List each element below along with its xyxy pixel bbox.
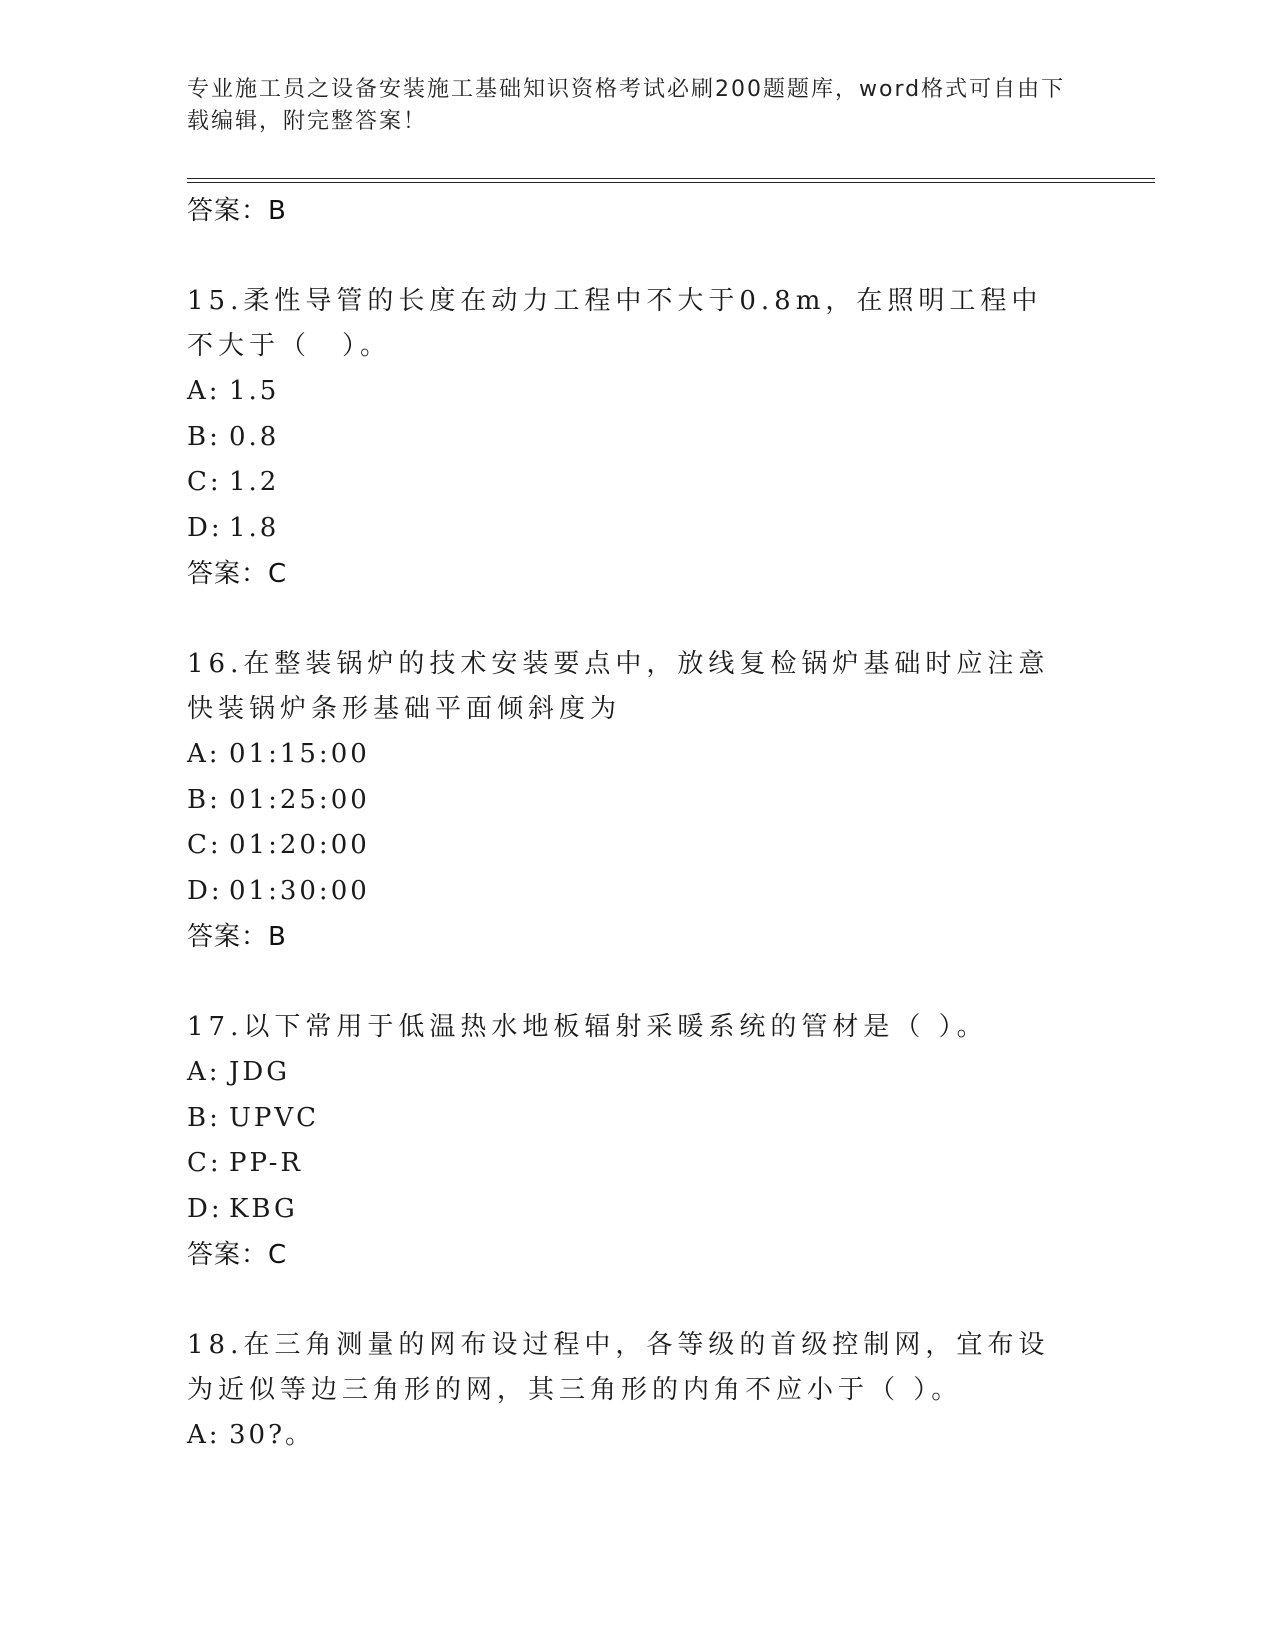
option-c	[187, 460, 1087, 506]
option-a	[187, 1413, 1087, 1459]
option-a	[187, 732, 1087, 778]
option-letter: A:	[187, 1420, 221, 1450]
question-block	[187, 1005, 1087, 1278]
option-value: 1.2	[229, 467, 280, 497]
option-value: 01:30:00	[229, 875, 370, 906]
question-answer: 答案：C	[187, 559, 288, 589]
option-value: 01:25:00	[229, 784, 370, 815]
question-text: 16.在整装锅炉的技术安装要点中，放线复检锅炉基础时应注意快装锅炉条形基础平面倾斜度为	[187, 649, 1050, 724]
option-a	[187, 1050, 1087, 1096]
option-value: 1.8	[229, 512, 280, 543]
option-a	[187, 369, 1087, 415]
option-d	[187, 506, 1087, 552]
option-c	[187, 823, 1087, 869]
option-d	[187, 869, 1087, 915]
question-answer: 答案：C	[187, 1240, 288, 1270]
question-text: 18.在三角测量的网布设过程中，各等级的首级控制网，宜布设为近似等边三角形的网，其三角形的内角不应小于（ ）。	[187, 1330, 1050, 1405]
option-letter: A:	[187, 739, 221, 769]
option-letter: B:	[187, 1102, 221, 1133]
document-body	[187, 188, 1087, 1459]
option-letter: C:	[187, 467, 222, 497]
option-value: 1.5	[229, 376, 280, 406]
option-c	[187, 1141, 1087, 1187]
question-answer: 答案：B	[187, 922, 287, 952]
question-block	[187, 1323, 1087, 1459]
option-letter: D:	[187, 512, 223, 543]
option-value: 0.8	[229, 421, 280, 452]
option-value: 01:15:00	[229, 739, 370, 769]
spacer	[187, 960, 1087, 1005]
option-value: PP-R	[229, 1148, 303, 1178]
option-letter: D:	[187, 875, 223, 906]
option-letter: C:	[187, 1148, 222, 1178]
option-letter: A:	[187, 376, 221, 406]
question-block	[187, 279, 1087, 597]
option-value: 30?。	[229, 1420, 315, 1450]
option-value: JDG	[229, 1057, 291, 1087]
option-value: KBG	[229, 1193, 298, 1224]
option-letter: A:	[187, 1057, 221, 1087]
spacer	[187, 597, 1087, 642]
spacer	[187, 1278, 1087, 1323]
option-b	[187, 1096, 1087, 1142]
question-text: 15.柔性导管的长度在动力工程中不大于0.8m，在照明工程中不大于（ ）。	[187, 286, 1043, 361]
question-block	[187, 642, 1087, 960]
option-letter: B:	[187, 421, 221, 452]
question-text: 17.以下常用于低温热水地板辐射采暖系统的管材是（ ）。	[187, 1012, 988, 1042]
option-b	[187, 778, 1087, 824]
option-d	[187, 1187, 1087, 1233]
option-letter: D:	[187, 1193, 223, 1224]
previous-answer: 答案：B	[187, 196, 287, 226]
document-header-title: 专业施工员之设备安装施工基础知识资格考试必刷200题题库，word格式可自由下载编辑，附完整答案！	[187, 77, 1066, 134]
spacer	[187, 234, 1087, 279]
option-letter: C:	[187, 830, 222, 860]
option-b	[187, 415, 1087, 461]
option-value: UPVC	[229, 1102, 320, 1133]
header-divider	[187, 178, 1155, 183]
option-value: 01:20:00	[229, 830, 370, 860]
option-letter: B:	[187, 784, 221, 815]
